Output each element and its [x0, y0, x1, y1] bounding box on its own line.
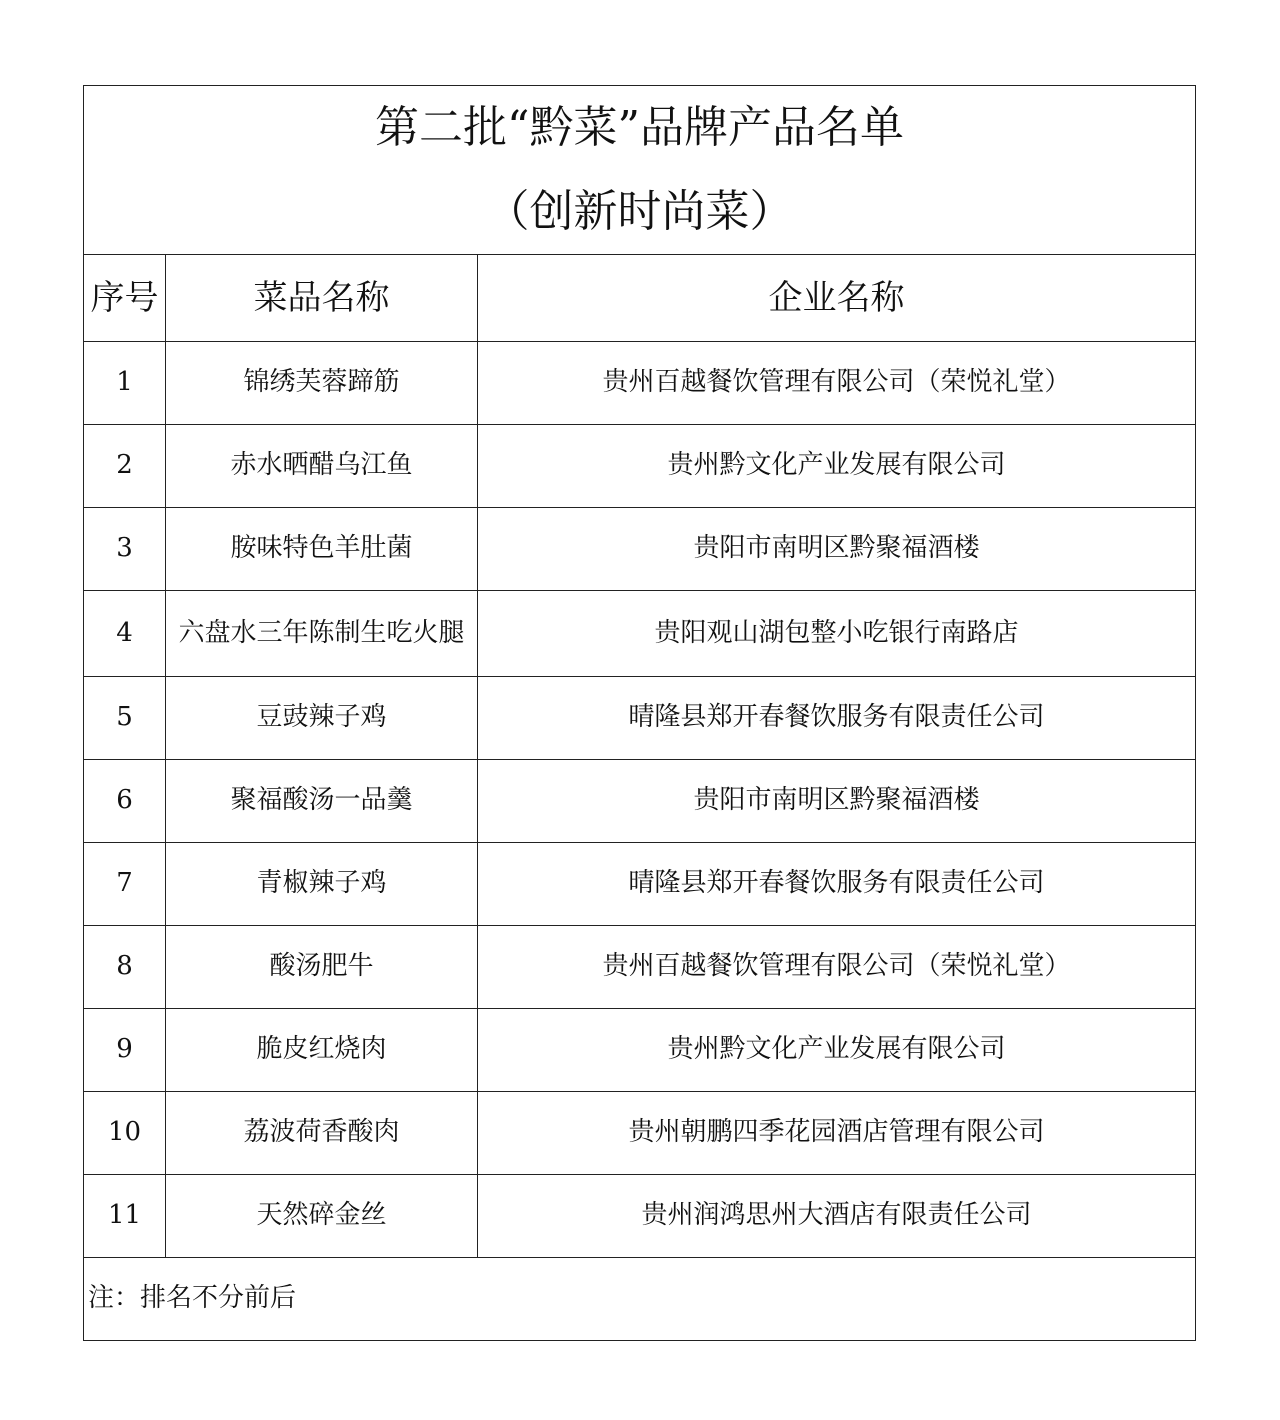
row-company: 贵阳市南明区黔聚福酒楼	[478, 508, 1196, 591]
page-subtitle: （创新时尚菜）	[485, 186, 794, 237]
table-row	[84, 591, 1196, 677]
row-dish: 胺味特色羊肚菌	[166, 508, 478, 591]
row-dish: 聚福酸汤一品羹	[166, 760, 478, 843]
row-index: 10	[84, 1092, 166, 1175]
row-dish: 赤水晒醋乌江鱼	[166, 425, 478, 508]
row-index: 8	[84, 926, 166, 1009]
header-dish: 菜品名称	[166, 255, 478, 342]
row-index: 4	[84, 591, 166, 677]
row-company: 贵州黔文化产业发展有限公司	[478, 1009, 1196, 1092]
table-row	[84, 342, 1196, 425]
table-row	[84, 1092, 1196, 1175]
row-dish: 荔波荷香酸肉	[166, 1092, 478, 1175]
row-index: 5	[84, 677, 166, 760]
header-index: 序号	[84, 255, 166, 342]
title-cell	[84, 86, 1196, 255]
row-index: 7	[84, 843, 166, 926]
row-index: 11	[84, 1175, 166, 1258]
table-row	[84, 1009, 1196, 1092]
table-row	[84, 677, 1196, 760]
row-dish: 锦绣芙蓉蹄筋	[166, 342, 478, 425]
footnote: 注：排名不分前后	[84, 1258, 1196, 1341]
row-index: 9	[84, 1009, 166, 1092]
row-index: 3	[84, 508, 166, 591]
table-row	[84, 843, 1196, 926]
row-company: 贵州润鸿思州大酒店有限责任公司	[478, 1175, 1196, 1258]
brand-product-table	[83, 85, 1196, 1341]
row-company: 贵阳观山湖包整小吃银行南路店	[478, 591, 1196, 677]
header-company: 企业名称	[478, 255, 1196, 342]
row-company: 贵阳市南明区黔聚福酒楼	[478, 760, 1196, 843]
row-company: 贵州黔文化产业发展有限公司	[478, 425, 1196, 508]
row-company: 晴隆县郑开春餐饮服务有限责任公司	[478, 677, 1196, 760]
row-dish: 酸汤肥牛	[166, 926, 478, 1009]
row-company: 贵州百越餐饮管理有限公司（荣悦礼堂）	[478, 342, 1196, 425]
row-index: 6	[84, 760, 166, 843]
row-index: 1	[84, 342, 166, 425]
row-dish: 青椒辣子鸡	[166, 843, 478, 926]
title-row	[84, 86, 1196, 255]
note-row	[84, 1258, 1196, 1341]
row-dish: 豆豉辣子鸡	[166, 677, 478, 760]
table-row	[84, 1175, 1196, 1258]
row-dish: 六盘水三年陈制生吃火腿	[166, 591, 478, 677]
row-dish: 脆皮红烧肉	[166, 1009, 478, 1092]
page-title: 第二批“黔菜”品牌产品名单	[375, 102, 905, 154]
table-row	[84, 425, 1196, 508]
row-company: 晴隆县郑开春餐饮服务有限责任公司	[478, 843, 1196, 926]
row-index: 2	[84, 425, 166, 508]
table-row	[84, 926, 1196, 1009]
row-dish: 天然碎金丝	[166, 1175, 478, 1258]
table-row	[84, 508, 1196, 591]
header-row	[84, 255, 1196, 342]
table-row	[84, 760, 1196, 843]
row-company: 贵州百越餐饮管理有限公司（荣悦礼堂）	[478, 926, 1196, 1009]
row-company: 贵州朝鹏四季花园酒店管理有限公司	[478, 1092, 1196, 1175]
